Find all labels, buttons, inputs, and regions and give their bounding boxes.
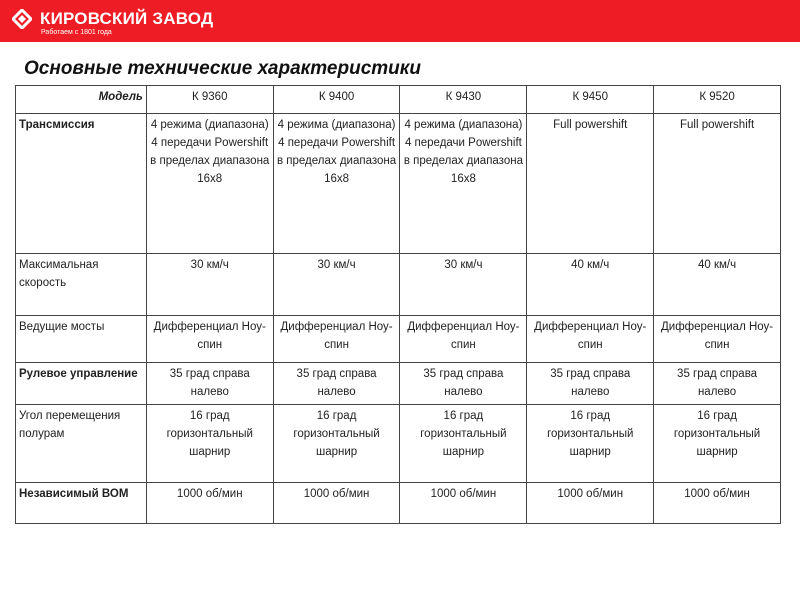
model-col: К 9430 <box>400 86 527 114</box>
table-row <box>16 405 781 483</box>
model-col: К 9400 <box>273 86 400 114</box>
row-label: Ведущие мосты <box>16 316 147 363</box>
table-row <box>16 316 781 363</box>
table-cell: 35 град справа налево <box>273 363 400 405</box>
model-col: К 9360 <box>146 86 273 114</box>
table-cell: 30 км/ч <box>273 254 400 316</box>
table-cell: 1000 об/мин <box>400 483 527 524</box>
table-cell: 35 град справа налево <box>146 363 273 405</box>
row-label: Угол перемещения полурам <box>16 405 147 483</box>
table-cell: 1000 об/мин <box>527 483 654 524</box>
table-cell: 40 км/ч <box>654 254 781 316</box>
table-cell: 30 км/ч <box>146 254 273 316</box>
table-cell: 35 град справа налево <box>400 363 527 405</box>
table-cell: 16 град горизонтальный шарнир <box>400 405 527 483</box>
table-cell: Дифференциал Ноу-спин <box>654 316 781 363</box>
table-cell: 35 град справа налево <box>527 363 654 405</box>
table-row <box>16 363 781 405</box>
table-header-row <box>16 86 781 114</box>
table-cell: 16 град горизонтальный шарнир <box>654 405 781 483</box>
table-cell: Дифференциал Ноу-спин <box>527 316 654 363</box>
table-cell: Full powershift <box>527 114 654 254</box>
model-header: Модель <box>16 86 147 114</box>
table-cell: 1000 об/мин <box>146 483 273 524</box>
brand-tagline: Работаем с 1801 года <box>41 29 112 36</box>
table-row <box>16 254 781 316</box>
table-cell: Дифференциал Ноу-спин <box>146 316 273 363</box>
table-cell: 30 км/ч <box>400 254 527 316</box>
table-cell: 4 режима (диапазона) 4 передачи Powershift в пределах диапазона 16х8 <box>273 114 400 254</box>
table-cell: 40 км/ч <box>527 254 654 316</box>
table-cell: Дифференциал Ноу-спин <box>400 316 527 363</box>
kirovsky-logo-icon <box>12 9 32 29</box>
brand-name: КИРОВСКИЙ ЗАВОД <box>40 9 214 28</box>
page-title: Основные технические характеристики <box>24 58 421 79</box>
table-cell: 4 режима (диапазона) 4 передачи Powershift в пределах диапазона 16х8 <box>400 114 527 254</box>
table-cell: 16 град горизонтальный шарнир <box>146 405 273 483</box>
table-cell: 35 град справа налево <box>654 363 781 405</box>
model-col: К 9520 <box>654 86 781 114</box>
row-label: Максимальная скорость <box>16 254 147 316</box>
table-cell: Full powershift <box>654 114 781 254</box>
row-label: Трансмиссия <box>16 114 147 254</box>
row-label: Независимый ВОМ <box>16 483 147 524</box>
row-label: Рулевое управление <box>16 363 147 405</box>
table-cell: 16 град горизонтальный шарнир <box>527 405 654 483</box>
specs-table <box>15 85 781 524</box>
table-row <box>16 483 781 524</box>
table-cell: 16 град горизонтальный шарнир <box>273 405 400 483</box>
table-cell: 1000 об/мин <box>273 483 400 524</box>
table-row <box>16 114 781 254</box>
table-cell: Дифференциал Ноу-спин <box>273 316 400 363</box>
table-cell: 1000 об/мин <box>654 483 781 524</box>
model-col: К 9450 <box>527 86 654 114</box>
header-banner <box>0 0 800 42</box>
table-cell: 4 режима (диапазона) 4 передачи Powershift в пределах диапазона 16х8 <box>146 114 273 254</box>
